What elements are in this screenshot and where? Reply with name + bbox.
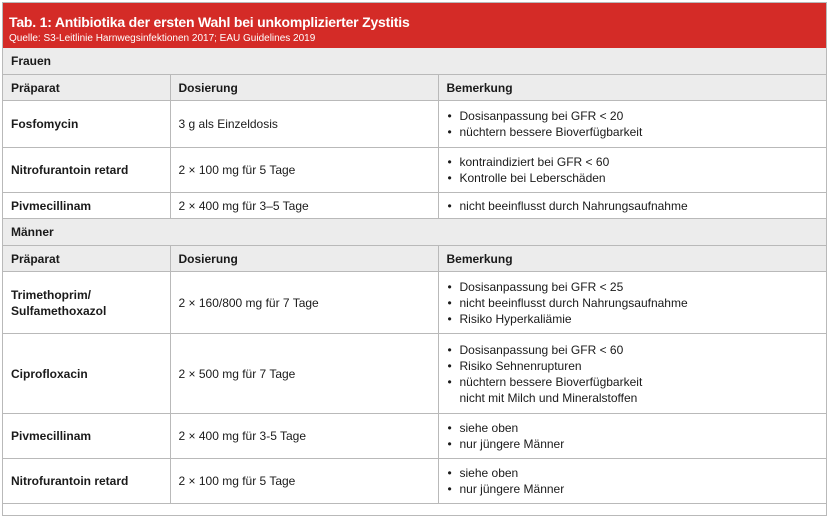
drug-name-line: Sulfamethoxazol: [11, 303, 107, 318]
remark-item: • nur jüngere Männer: [447, 481, 819, 497]
table-row: [3, 193, 826, 219]
table-title: Tab. 1: Antibiotika der ersten Wahl bei unkomplizierter Zystitis: [9, 14, 410, 30]
table-row: [3, 148, 826, 193]
dosage: 2 × 100 mg für 5 Tage: [170, 459, 438, 504]
section-row-women: [3, 48, 826, 75]
remark-item: • Dosisanpassung bei GFR < 25: [447, 279, 819, 295]
dosage: 2 × 400 mg für 3–5 Tage: [170, 193, 438, 219]
remark-item: • kontraindiziert bei GFR < 60: [447, 154, 819, 170]
remark-item: • nur jüngere Männer: [447, 436, 819, 452]
column-header-drug: Präparat: [3, 75, 170, 101]
dosage: 2 × 160/800 mg für 7 Tage: [170, 272, 438, 334]
remark-item: • nüchtern bessere Bioverfügbarkeit: [447, 124, 819, 140]
remark-item: • Kontrolle bei Leberschäden: [447, 170, 819, 186]
drug-name: Nitrofurantoin retard: [3, 459, 170, 504]
dosage: 2 × 500 mg für 7 Tage: [170, 334, 438, 414]
drug-name-line: Trimethoprim/: [11, 287, 92, 302]
remark-item: • nüchtern bessere Bioverfügbarkeit: [447, 374, 819, 390]
remarks: [438, 414, 826, 459]
remark-item: • siehe oben: [447, 420, 819, 436]
drug-name: Pivmecillinam: [3, 193, 170, 219]
table-row: [3, 272, 826, 334]
table-header: [3, 3, 826, 48]
drug-name: [3, 272, 170, 334]
remark-item: • Risiko Hyperkaliämie: [447, 311, 819, 327]
remarks: [438, 101, 826, 148]
table-row: [3, 414, 826, 459]
dosage: 2 × 100 mg für 5 Tage: [170, 148, 438, 193]
column-header-note: Bemerkung: [438, 246, 826, 272]
remarks: [438, 459, 826, 504]
column-header-dose: Dosierung: [170, 246, 438, 272]
remarks: [438, 272, 826, 334]
remark-item: • Dosisanpassung bei GFR < 20: [447, 108, 819, 124]
remark-item: • siehe oben: [447, 465, 819, 481]
section-label-men: Männer: [3, 219, 826, 246]
dosage: 3 g als Einzeldosis: [170, 101, 438, 148]
remark-item: • Risiko Sehnenrupturen: [447, 358, 819, 374]
table-source: Quelle: S3-Leitlinie Harnwegsinfektionen 2017; EAU Guidelines 2019: [9, 33, 316, 44]
remarks: [438, 334, 826, 414]
column-header-dose: Dosierung: [170, 75, 438, 101]
remarks: [438, 193, 826, 219]
column-header-row: [3, 75, 826, 101]
remark-item-continuation: nicht mit Milch und Mineralstoffen: [459, 390, 638, 405]
drug-name: Pivmecillinam: [3, 414, 170, 459]
table-figure: [2, 2, 827, 516]
section-label-women: Frauen: [3, 48, 826, 75]
drug-name: Ciprofloxacin: [3, 334, 170, 414]
remark-item: • Dosisanpassung bei GFR < 60: [447, 342, 819, 358]
column-header-row: [3, 246, 826, 272]
column-header-note: Bemerkung: [438, 75, 826, 101]
table-row: [3, 101, 826, 148]
dosage: 2 × 400 mg für 3-5 Tage: [170, 414, 438, 459]
remark-item: • nicht beeinflusst durch Nahrungsaufnahme: [447, 295, 819, 311]
remarks: [438, 148, 826, 193]
drug-name: Nitrofurantoin retard: [3, 148, 170, 193]
table-row: [3, 334, 826, 414]
table-row: [3, 459, 826, 504]
drug-name: Fosfomycin: [3, 101, 170, 148]
remark-item: • nicht beeinflusst durch Nahrungsaufnahme: [447, 198, 819, 214]
column-header-drug: Präparat: [3, 246, 170, 272]
section-row-men: [3, 219, 826, 246]
antibiotics-table: [3, 48, 826, 504]
